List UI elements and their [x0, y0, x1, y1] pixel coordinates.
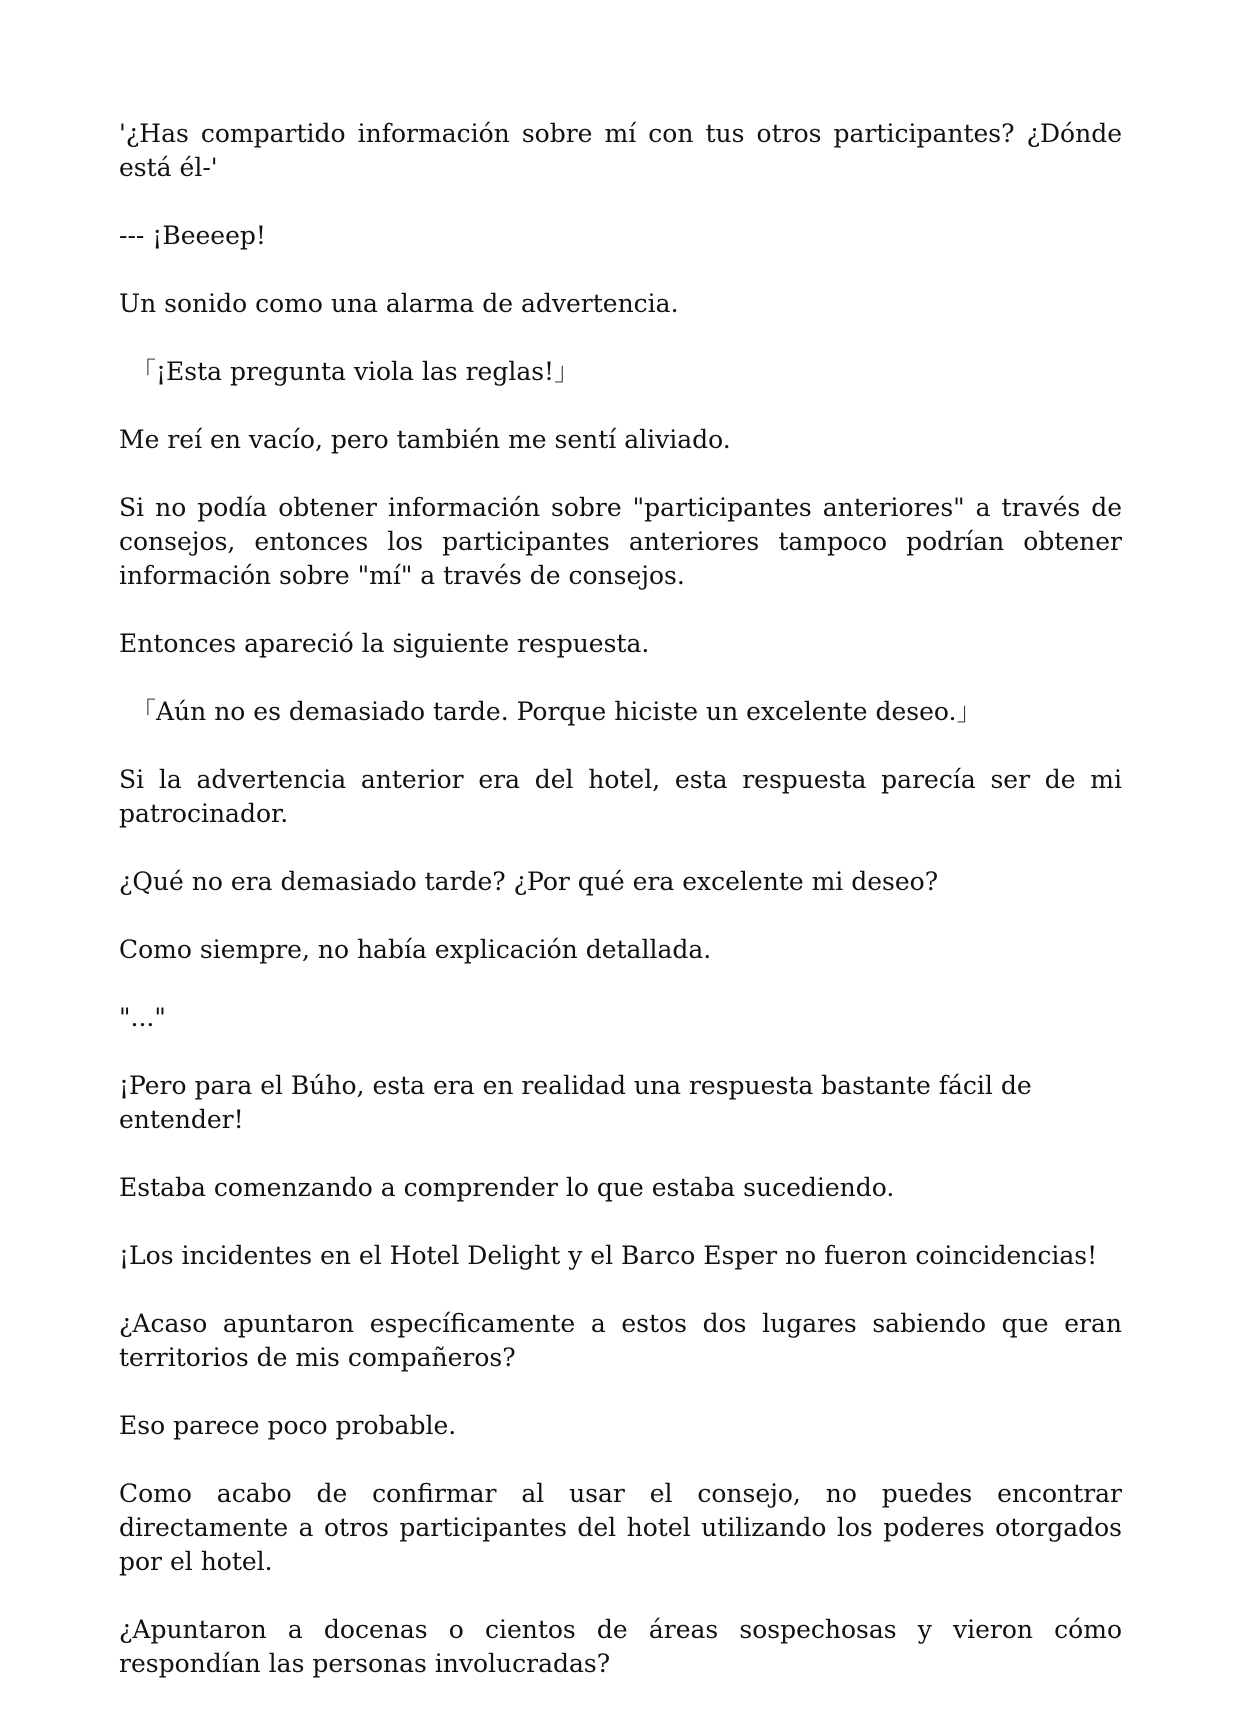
body-text: [119, 117, 1122, 1715]
paragraph-dozens-areas: ¿Apuntaron a docenas o cientos de áreas sospechosas y vieron cómo respondían las personas involucradas?: [119, 1615, 1122, 1678]
paragraph-unlikely: Eso parece poco probable.: [119, 1411, 457, 1440]
system-message-not-too-late: 「Aún no es demasiado tarde. Porque hiciste un excelente deseo.」: [131, 697, 982, 726]
paragraph-no-explanation: Como siempre, no había explicación detallada.: [119, 935, 712, 964]
paragraph-previous-participants: Si no podía obtener información sobre "participantes anteriores" a través de consejos, entonces los participantes anteriores tampoco podrían obtener información sobre "mí" a través de consejos.: [119, 493, 1122, 590]
paragraph-incidents: ¡Los incidentes en el Hotel Delight y el Barco Esper no fueron coincidencias!: [119, 1241, 1098, 1270]
paragraph-owl: ¡Pero para el Búho, esta era en realidad una respuesta bastante fácil de entender!: [119, 1071, 1032, 1134]
paragraph-ellipsis: "...": [119, 1003, 166, 1032]
paragraph-confirmed: Como acabo de confirmar al usar el consejo, no puedes encontrar directamente a otros participantes del hotel utilizando los poderes otorgados por el hotel.: [119, 1479, 1122, 1576]
paragraph-alarm-sound: Un sonido como una alarma de advertencia.: [119, 289, 679, 318]
paragraph-question-to-system: '¿Has compartido información sobre mí con tus otros participantes? ¿Dónde está él-': [119, 119, 1122, 182]
paragraph-understanding: Estaba comenzando a comprender lo que estaba sucediendo.: [119, 1173, 895, 1202]
system-message-rule-violation: 「¡Esta pregunta viola las reglas!」: [131, 357, 580, 386]
paragraph-relief: Me reí en vacío, pero también me sentí aliviado.: [119, 425, 731, 454]
paragraph-next-response: Entonces apareció la siguiente respuesta.: [119, 629, 650, 658]
paragraph-targeted: ¿Acaso apuntaron específicamente a estos dos lugares sabiendo que eran territorios de mis compañeros?: [119, 1309, 1122, 1372]
paragraph-questions: ¿Qué no era demasiado tarde? ¿Por qué era excelente mi deseo?: [119, 867, 939, 896]
paragraph-beep: --- ¡Beeeep!: [119, 221, 266, 250]
paragraph-sponsor: Si la advertencia anterior era del hotel, esta respuesta parecía ser de mi patrocinador.: [119, 765, 1122, 828]
